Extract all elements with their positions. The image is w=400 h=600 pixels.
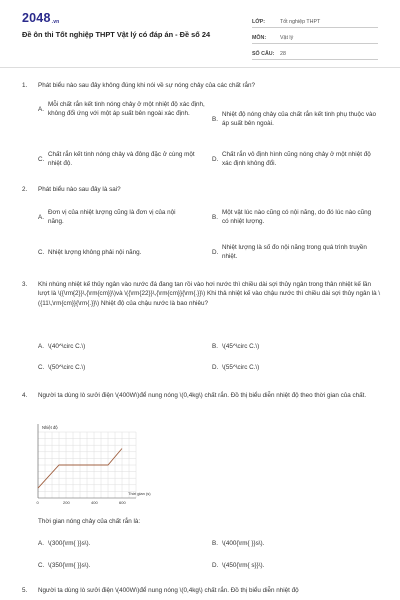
option-text: \(350{\rm{ }}s\). <box>48 562 91 569</box>
question-1 <box>22 81 382 90</box>
option-b[interactable] <box>212 342 382 351</box>
site-logo[interactable] <box>22 12 59 25</box>
temperature-time-chart <box>28 418 151 508</box>
option-text: Một vật lúc nào cũng có nội năng, do đó lúc nào cũng có nhiệt lượng. <box>222 209 372 226</box>
option-text: \(40^\circ C.\) <box>48 343 86 350</box>
option-a[interactable] <box>38 342 208 351</box>
question-number: 4. <box>22 392 28 399</box>
question-number: 3. <box>22 281 28 288</box>
option-a[interactable] <box>38 208 208 227</box>
x-axis-label: Thời gian (s) <box>128 491 151 496</box>
option-d[interactable] <box>212 561 382 570</box>
option-text: Nhiệt lượng không phải nội năng. <box>48 249 142 256</box>
y-axis-label: Nhiệt độ <box>42 425 58 430</box>
meta-label: LỚP: <box>252 19 266 26</box>
option-b[interactable] <box>212 208 382 227</box>
logo-text: 2048 <box>22 11 51 25</box>
option-letter: A. <box>38 343 44 350</box>
option-c[interactable] <box>38 561 208 570</box>
option-text: Mỗi chất rắn kết tinh nóng chảy ở một nhiệt độ xác định, không đổi ứng với một áp suất bên ngoài xác định. <box>48 101 205 118</box>
option-a[interactable] <box>38 100 208 119</box>
option-c[interactable] <box>38 150 208 169</box>
option-letter: C. <box>38 249 45 256</box>
question-text: Phát biểu nào sau đây là sai? <box>38 186 121 193</box>
meta-value: Vật lý <box>280 35 294 42</box>
option-letter: D. <box>212 155 219 163</box>
option-a[interactable] <box>38 539 208 548</box>
question-number: 1. <box>22 82 28 89</box>
option-text: Chất rắn kết tinh nóng chảy và đông đặc ở cùng một nhiệt độ. <box>48 151 195 168</box>
question-4-prompt <box>38 517 378 526</box>
option-d[interactable] <box>212 363 382 372</box>
option-d[interactable] <box>212 150 382 169</box>
option-letter: D. <box>212 562 219 569</box>
option-text: \(50^\circ C.\) <box>48 364 86 371</box>
question-number: 5. <box>22 587 28 594</box>
option-b[interactable] <box>212 110 382 129</box>
x-tick-label: 0 <box>36 500 39 505</box>
question-text: Người ta dùng lò sưởi điện \(400W\)để nung nóng \(0,4kg\) chất rắn. Đồ thị biểu diễn nhiệt độ <box>38 587 299 594</box>
question-2 <box>22 185 382 194</box>
option-text: Nhiệt lượng là số đo nội năng trong quá trình truyền nhiệt. <box>222 244 367 261</box>
question-5 <box>22 586 382 595</box>
option-text: Chất rắn vô định hình cũng nóng chảy ở một nhiệt độ xác định không đổi. <box>222 151 371 168</box>
option-c[interactable] <box>38 363 208 372</box>
option-letter: B. <box>212 540 218 547</box>
option-c[interactable] <box>38 248 208 257</box>
option-letter: A. <box>38 213 44 221</box>
question-number: 2. <box>22 186 28 193</box>
option-text: \(450{\rm{ s}}\). <box>222 562 265 569</box>
question-text: Người ta dùng lò sưởi điện \(400W\)để nung nóng \(0,4kg\) chất rắn. Đồ thị biểu diễn nhiệt độ theo thời gian của chất. <box>38 392 367 399</box>
option-text: Nhiệt độ nóng chảy của chất rắn kết tinh phụ thuộc vào áp suất bên ngoài. <box>222 111 377 128</box>
question-3 <box>22 280 382 308</box>
option-b[interactable] <box>212 539 382 548</box>
meta-label: SỐ CÂU: <box>252 51 275 58</box>
meta-row-class <box>252 14 378 28</box>
x-tick-labels <box>37 500 127 505</box>
option-text: \(45^\circ C.\) <box>222 343 260 350</box>
option-letter: B. <box>212 115 218 123</box>
meta-value: Tốt nghiệp THPT <box>280 19 321 26</box>
x-tick-label: 200 <box>63 500 70 505</box>
meta-value: 28 <box>280 51 286 58</box>
question-text: Khi nhúng nhiệt kế thủy ngân vào nước đá đang tan rồi vào hơi nước thì chiều dài sợi thủy ngân trong thân nhiệt kế lần lượt là \({\rm{2}}\,{\rm{cm}}\)và \({\rm{22}}\,{\rm{cm}}{\rm{.}}\) Khi thả nhiệt kế vào chậu nước thì chiều dài sợi thủy ngân là \({11\,\rm{cm}}{\rm{.}}\) Nhiệt độ của chậu nước là bao nhiêu? <box>38 281 381 307</box>
sub-question-text: Thời gian nóng chảy của chất rắn là: <box>38 518 141 525</box>
meta-label: MÔN: <box>252 35 267 42</box>
logo-suffix: .vn <box>51 18 60 25</box>
option-letter: C. <box>38 155 45 163</box>
option-letter: A. <box>38 105 44 113</box>
question-4 <box>22 391 382 400</box>
option-letter: C. <box>38 562 45 569</box>
option-d[interactable] <box>212 243 382 262</box>
option-letter: B. <box>212 213 218 221</box>
option-letter: B. <box>212 343 218 350</box>
exam-meta <box>252 14 378 62</box>
header-divider <box>0 67 400 68</box>
option-text: \(400{\rm{ }}s\). <box>222 540 265 547</box>
meta-row-count <box>252 46 378 60</box>
question-text: Phát biểu nào sau đây không đúng khi nói về sự nóng chảy của các chất rắn? <box>38 82 256 89</box>
option-text: \(55^\circ C.\) <box>222 364 260 371</box>
option-letter: C. <box>38 364 45 371</box>
option-letter: D. <box>212 364 219 371</box>
x-tick-label: 600 <box>119 500 126 505</box>
exam-title: Đề ôn thi Tốt nghiệp THPT Vật lý có đáp án - Đề số 24 <box>22 30 211 39</box>
page-header <box>0 0 400 64</box>
option-letter: A. <box>38 540 44 547</box>
option-text: \(300{\rm{ }}s\). <box>48 540 91 547</box>
meta-row-subject <box>252 30 378 44</box>
option-letter: D. <box>212 248 219 256</box>
x-tick-label: 400 <box>91 500 98 505</box>
option-text: Đơn vị của nhiệt lượng cũng là đơn vị của nội năng. <box>48 209 176 226</box>
